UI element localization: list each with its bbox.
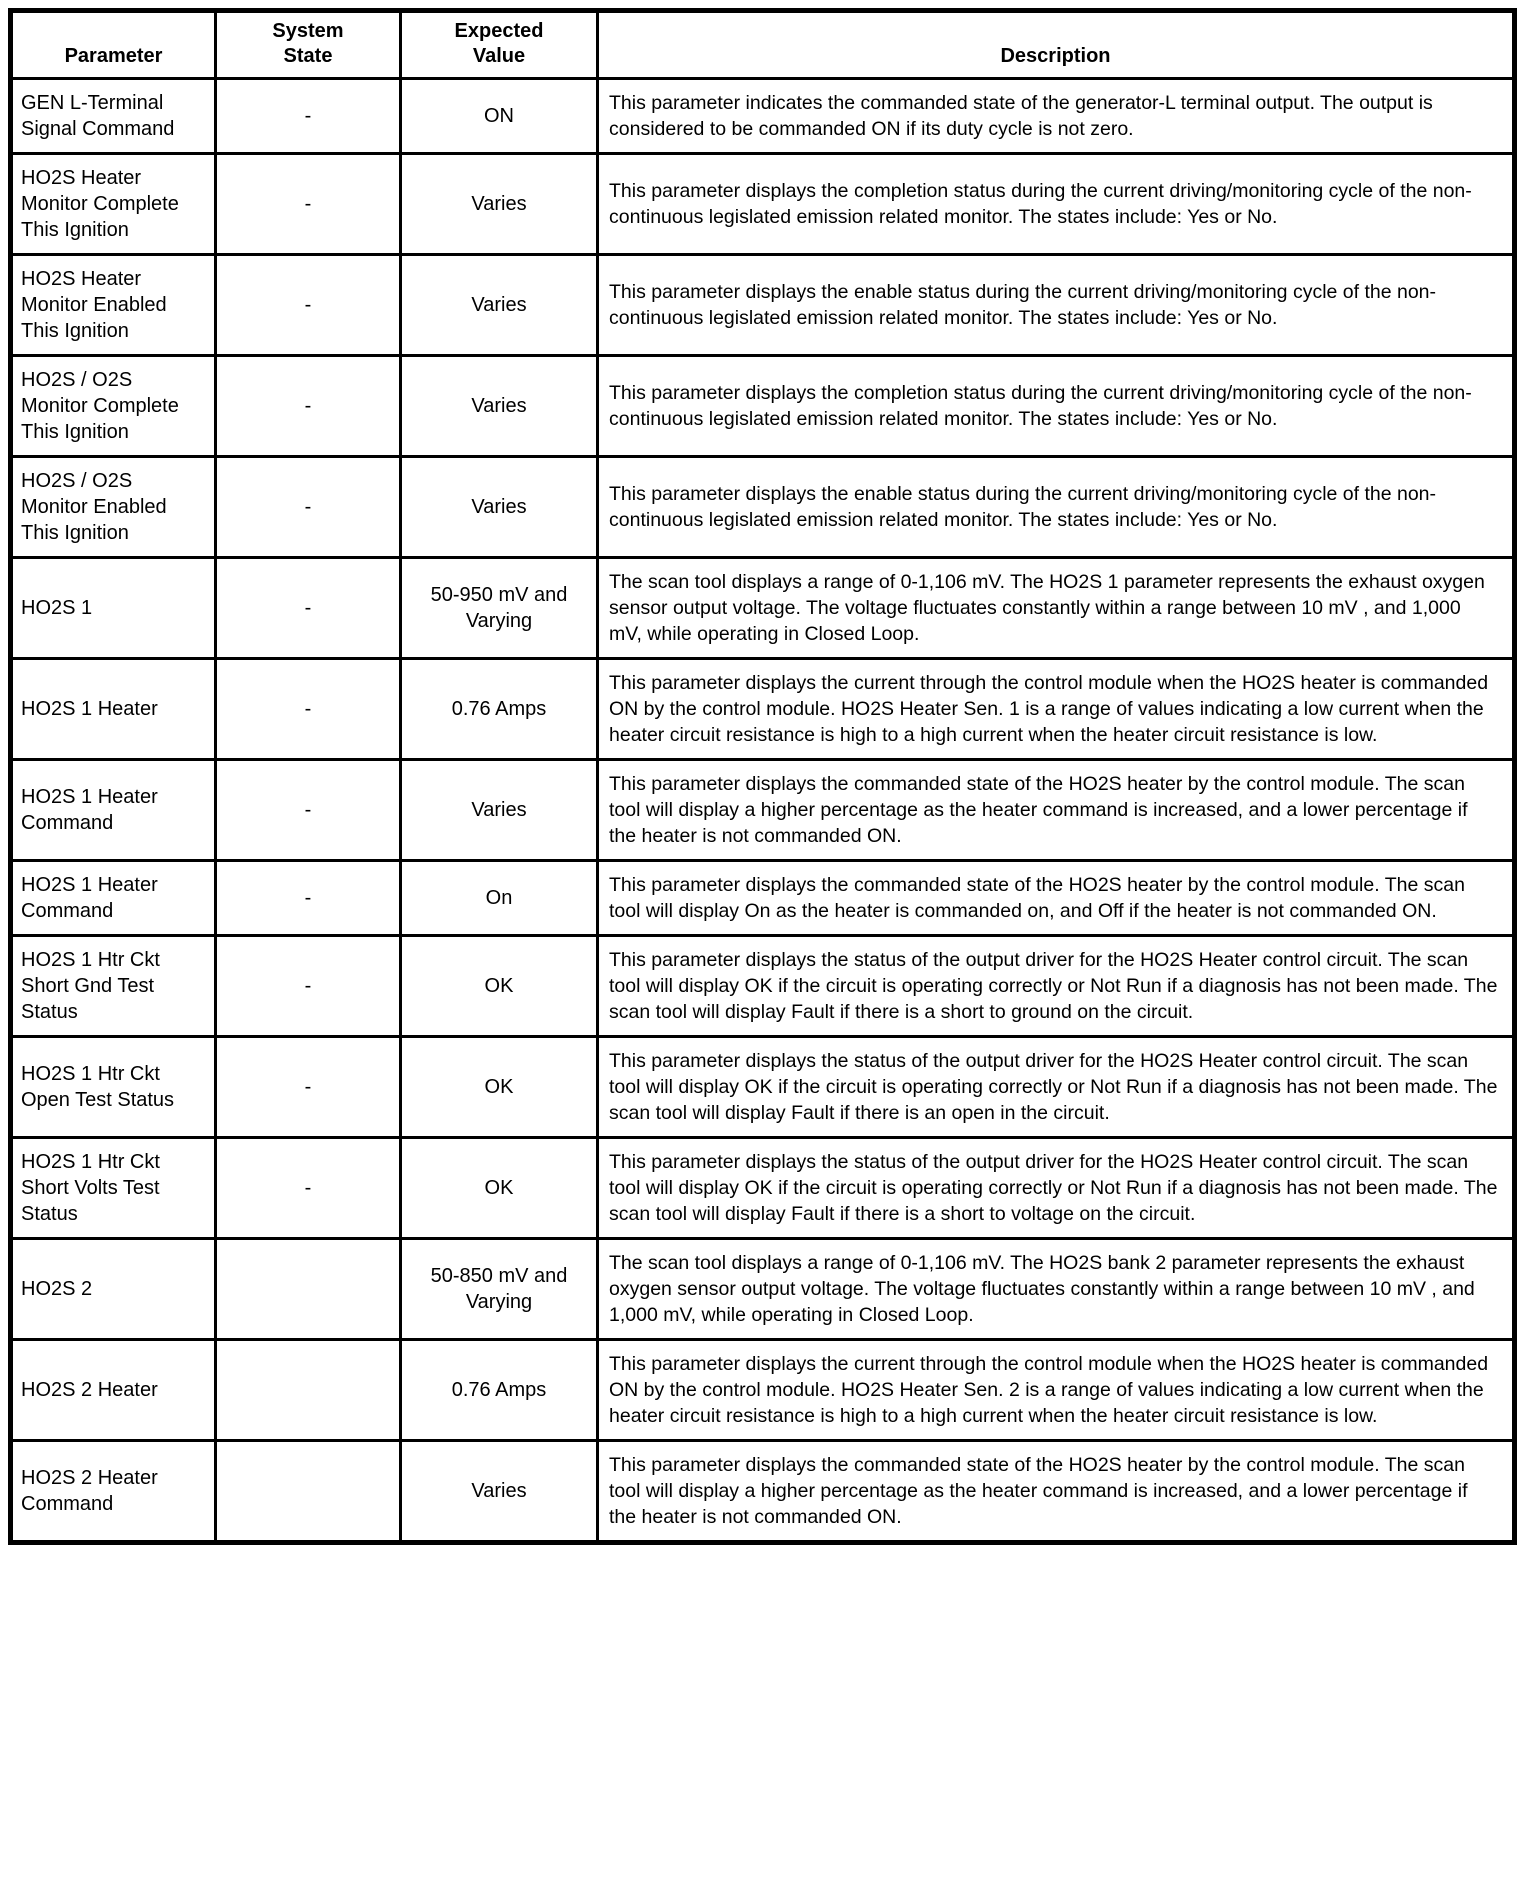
- parameter-cell: HO2S / O2S Monitor Enabled This Ignition: [11, 457, 216, 558]
- system-state-cell: -: [216, 356, 401, 457]
- parameter-cell: HO2S 1 Heater Command: [11, 760, 216, 861]
- parameter-cell: HO2S 2: [11, 1239, 216, 1340]
- description-cell: The scan tool displays a range of 0-1,106 mV. The HO2S 1 parameter represents the exhaust oxygen sensor output voltage. The voltage fluctuates constantly within a range between 10 mV , and 1,000 mV, while operating in Closed Loop.: [598, 558, 1515, 659]
- table-body: [11, 79, 1515, 1543]
- table-row: [11, 1037, 1515, 1138]
- table-row: [11, 356, 1515, 457]
- header-parameter-label: Parameter: [64, 45, 163, 67]
- parameter-cell: HO2S 2 Heater: [11, 1340, 216, 1441]
- header-description-label: Description: [1000, 45, 1111, 67]
- expected-value-cell: Varies: [401, 457, 598, 558]
- system-state-cell: -: [216, 154, 401, 255]
- system-state-cell: -: [216, 760, 401, 861]
- parameter-cell: HO2S / O2S Monitor Complete This Ignition: [11, 356, 216, 457]
- parameter-cell: GEN L-Terminal Signal Command: [11, 79, 216, 154]
- description-cell: This parameter displays the commanded state of the HO2S heater by the control module. The scan tool will display a higher percentage as the heater command is increased, and a lower percentage if the heater is not commanded ON.: [598, 1441, 1515, 1543]
- table-row: [11, 79, 1515, 154]
- description-cell: The scan tool displays a range of 0-1,106 mV. The HO2S bank 2 parameter represents the exhaust oxygen sensor output voltage. The voltage fluctuates constantly within a range between 10 mV , and 1,000 mV, while operating in Closed Loop.: [598, 1239, 1515, 1340]
- system-state-cell: -: [216, 1037, 401, 1138]
- header-system-state-label: System State: [272, 20, 344, 67]
- parameter-cell: HO2S 1 Heater Command: [11, 861, 216, 936]
- expected-value-cell: Varies: [401, 356, 598, 457]
- description-cell: This parameter displays the enable status during the current driving/monitoring cycle of the non-continuous legislated emission related monitor. The states include: Yes or No.: [598, 255, 1515, 356]
- parameter-cell: HO2S 1 Htr Ckt Short Volts Test Status: [11, 1138, 216, 1239]
- description-cell: This parameter displays the status of the output driver for the HO2S Heater control circuit. The scan tool will display OK if the circuit is operating correctly or Not Run if a diagnosis has not been made. The scan tool will display Fault if there is an open in the circuit.: [598, 1037, 1515, 1138]
- system-state-cell: -: [216, 936, 401, 1037]
- description-cell: This parameter displays the completion status during the current driving/monitoring cycle of the non-continuous legislated emission related monitor. The states include: Yes or No.: [598, 154, 1515, 255]
- table-row: [11, 760, 1515, 861]
- table-row: [11, 1441, 1515, 1543]
- header-description: [598, 11, 1515, 79]
- description-cell: This parameter displays the current through the control module when the HO2S heater is commanded ON by the control module. HO2S Heater Sen. 2 is a range of values indicating a low current when the heater circuit resistance is high to a high current when the heater circuit resistance is low.: [598, 1340, 1515, 1441]
- expected-value-cell: OK: [401, 1138, 598, 1239]
- description-cell: This parameter displays the enable status during the current driving/monitoring cycle of the non-continuous legislated emission related monitor. The states include: Yes or No.: [598, 457, 1515, 558]
- parameter-cell: HO2S 1 Htr Ckt Open Test Status: [11, 1037, 216, 1138]
- table-row: [11, 936, 1515, 1037]
- header-parameter: [11, 11, 216, 79]
- table-row: [11, 457, 1515, 558]
- expected-value-cell: Varies: [401, 760, 598, 861]
- parameter-cell: HO2S 2 Heater Command: [11, 1441, 216, 1543]
- table-row: [11, 255, 1515, 356]
- system-state-cell: -: [216, 1138, 401, 1239]
- expected-value-cell: 0.76 Amps: [401, 659, 598, 760]
- header-expected-value: [401, 11, 598, 79]
- expected-value-cell: 50-850 mV and Varying: [401, 1239, 598, 1340]
- table-row: [11, 1239, 1515, 1340]
- description-cell: This parameter displays the status of the output driver for the HO2S Heater control circuit. The scan tool will display OK if the circuit is operating correctly or Not Run if a diagnosis has not been made. The scan tool will display Fault if there is a short to ground on the circuit.: [598, 936, 1515, 1037]
- system-state-cell: [216, 1441, 401, 1543]
- parameter-cell: HO2S 1 Heater: [11, 659, 216, 760]
- table-row: [11, 1138, 1515, 1239]
- expected-value-cell: OK: [401, 936, 598, 1037]
- header-expected-value-label: Expected Value: [454, 20, 544, 67]
- header-system-state: [216, 11, 401, 79]
- parameter-cell: HO2S 1: [11, 558, 216, 659]
- description-cell: This parameter displays the status of the output driver for the HO2S Heater control circuit. The scan tool will display OK if the circuit is operating correctly or Not Run if a diagnosis has not been made. The scan tool will display Fault if there is a short to voltage on the circuit.: [598, 1138, 1515, 1239]
- system-state-cell: -: [216, 659, 401, 760]
- expected-value-cell: 50-950 mV and Varying: [401, 558, 598, 659]
- description-cell: This parameter displays the commanded state of the HO2S heater by the control module. The scan tool will display On as the heater is commanded on, and Off if the heater is not commanded ON.: [598, 861, 1515, 936]
- table-row: [11, 1340, 1515, 1441]
- parameter-cell: HO2S Heater Monitor Complete This Ignition: [11, 154, 216, 255]
- parameters-table: [8, 8, 1517, 1545]
- system-state-cell: -: [216, 861, 401, 936]
- table-row: [11, 154, 1515, 255]
- description-cell: This parameter displays the current through the control module when the HO2S heater is commanded ON by the control module. HO2S Heater Sen. 1 is a range of values indicating a low current when the heater circuit resistance is high to a high current when the heater circuit resistance is low.: [598, 659, 1515, 760]
- expected-value-cell: On: [401, 861, 598, 936]
- description-cell: This parameter displays the completion status during the current driving/monitoring cycle of the non-continuous legislated emission related monitor. The states include: Yes or No.: [598, 356, 1515, 457]
- system-state-cell: [216, 1239, 401, 1340]
- parameter-cell: HO2S Heater Monitor Enabled This Ignition: [11, 255, 216, 356]
- expected-value-cell: 0.76 Amps: [401, 1340, 598, 1441]
- system-state-cell: [216, 1340, 401, 1441]
- table-row: [11, 558, 1515, 659]
- system-state-cell: -: [216, 79, 401, 154]
- parameter-cell: HO2S 1 Htr Ckt Short Gnd Test Status: [11, 936, 216, 1037]
- expected-value-cell: Varies: [401, 255, 598, 356]
- system-state-cell: -: [216, 558, 401, 659]
- system-state-cell: -: [216, 255, 401, 356]
- header-row: [11, 11, 1515, 79]
- expected-value-cell: OK: [401, 1037, 598, 1138]
- description-cell: This parameter displays the commanded state of the HO2S heater by the control module. The scan tool will display a higher percentage as the heater command is increased, and a lower percentage if the heater is not commanded ON.: [598, 760, 1515, 861]
- table-row: [11, 659, 1515, 760]
- system-state-cell: -: [216, 457, 401, 558]
- expected-value-cell: ON: [401, 79, 598, 154]
- expected-value-cell: Varies: [401, 154, 598, 255]
- expected-value-cell: Varies: [401, 1441, 598, 1543]
- table-row: [11, 861, 1515, 936]
- description-cell: This parameter indicates the commanded state of the generator-L terminal output. The output is considered to be commanded ON if its duty cycle is not zero.: [598, 79, 1515, 154]
